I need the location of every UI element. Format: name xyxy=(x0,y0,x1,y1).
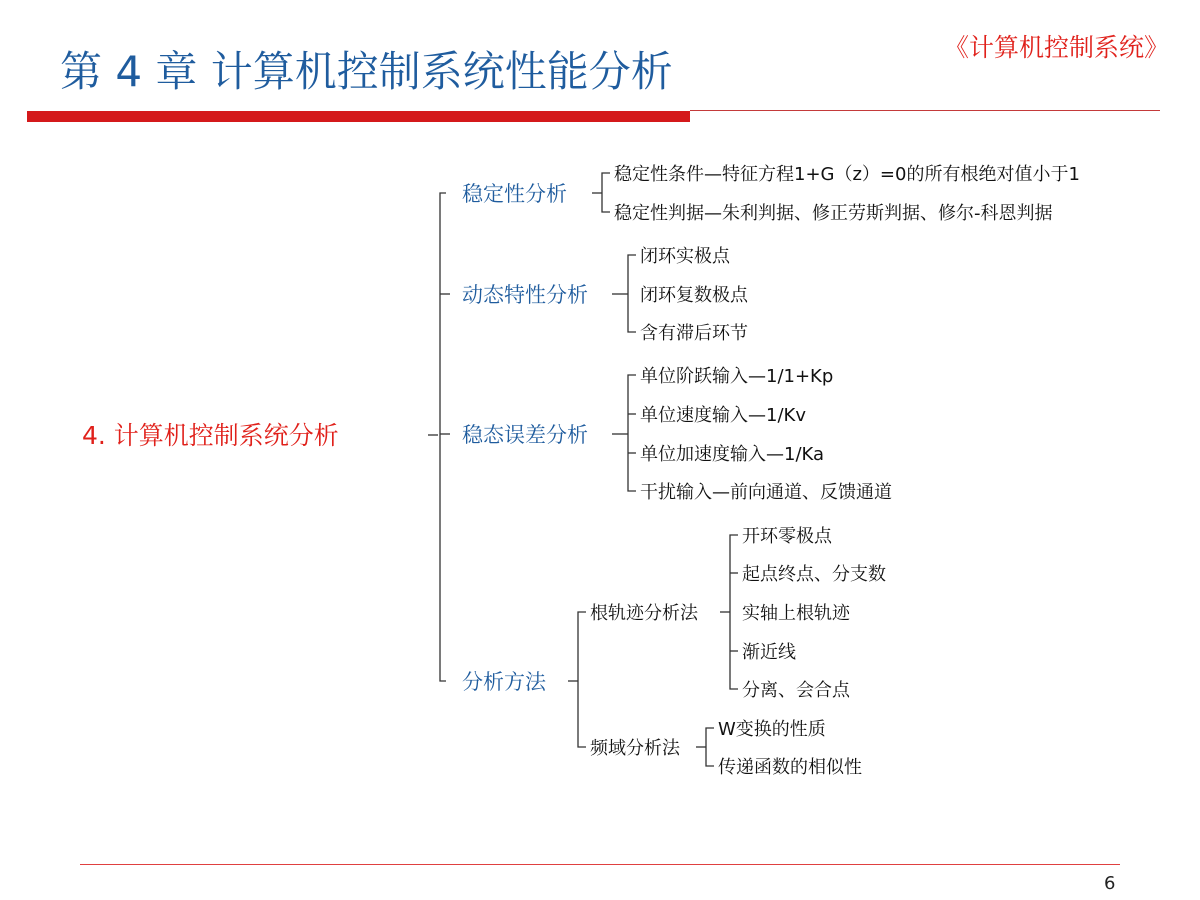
stability-item: 稳定性条件—特征方程1+G（z）=0的所有根绝对值小于1 xyxy=(614,164,1080,185)
steady-error-item: 单位加速度输入—1/Ka xyxy=(640,444,825,465)
branch-dynamic: 动态特性分析 xyxy=(462,283,588,307)
frequency-item: 传递函数的相似性 xyxy=(718,757,862,778)
subbranch-frequency: 频域分析法 xyxy=(590,738,680,759)
branch-steady-error: 稳态误差分析 xyxy=(462,423,588,447)
steady-error-item: 干扰输入—前向通道、反馈通道 xyxy=(640,482,892,503)
dynamic-item: 闭环实极点 xyxy=(640,246,730,267)
frequency-bracket xyxy=(706,728,714,766)
root-locus-item: 实轴上根轨迹 xyxy=(742,603,850,624)
steady-error-item: 单位速度输入—1/Kv xyxy=(640,405,806,426)
tree-root-label: 4. 计算机控制系统分析 xyxy=(82,421,339,450)
steady-error-item: 单位阶跃输入—1/1+Kp xyxy=(640,366,834,387)
dynamic-item: 闭环复数极点 xyxy=(640,285,748,306)
methods-bracket xyxy=(578,612,586,747)
stability-bracket xyxy=(602,173,610,212)
steady-error-bracket xyxy=(628,375,636,491)
branch-stability: 稳定性分析 xyxy=(462,182,567,206)
root-locus-item: 渐近线 xyxy=(742,642,796,663)
chapter-title: 第 4 章 计算机控制系统性能分析 xyxy=(60,47,673,96)
root-locus-item: 起点终点、分支数 xyxy=(742,564,886,585)
book-title: 《计算机控制系统》 xyxy=(944,33,1170,62)
root-locus-item: 开环零极点 xyxy=(742,526,832,547)
subbranch-root-locus: 根轨迹分析法 xyxy=(590,603,698,624)
root-locus-bracket xyxy=(730,535,738,689)
dynamic-bracket xyxy=(628,255,636,332)
branch-methods: 分析方法 xyxy=(462,670,546,694)
stability-item: 稳定性判据—朱利判据、修正劳斯判据、修尔-科恩判据 xyxy=(614,203,1053,224)
footer-line xyxy=(80,864,1120,865)
page-number: 6 xyxy=(1104,873,1116,894)
dynamic-item: 含有滞后环节 xyxy=(640,323,748,344)
root-bracket xyxy=(440,193,446,681)
frequency-item: W变换的性质 xyxy=(718,719,826,740)
root-locus-item: 分离、会合点 xyxy=(742,680,850,701)
